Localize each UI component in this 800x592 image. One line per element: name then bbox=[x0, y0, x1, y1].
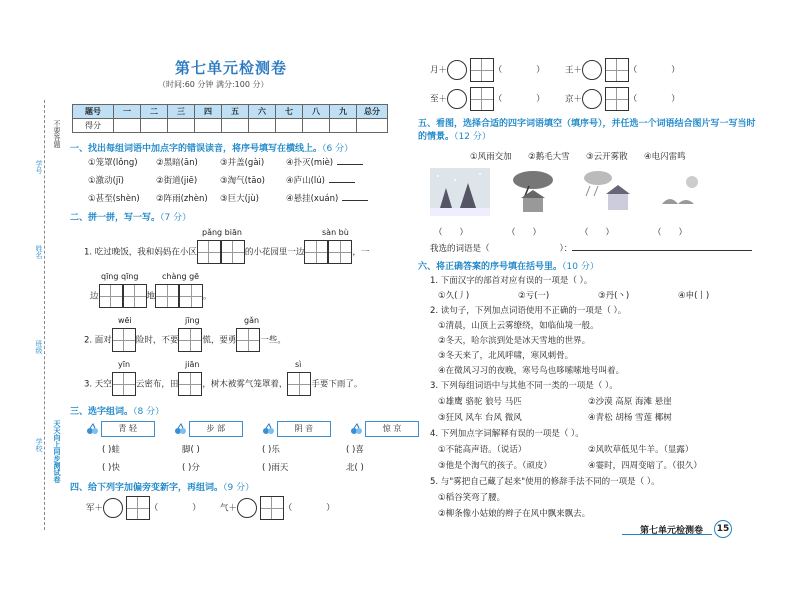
section-2-heading bbox=[70, 210, 191, 223]
char-box[interactable] bbox=[260, 496, 284, 520]
snow-scene-icon bbox=[430, 168, 490, 216]
table-header: 八 bbox=[303, 105, 330, 119]
option[interactable]: ③他是个淘气的孩子。（顽皮） bbox=[438, 461, 552, 471]
picture-answer[interactable]: （ ） bbox=[507, 228, 542, 238]
s2-q3 bbox=[84, 372, 362, 396]
option: ①风雨交加 bbox=[470, 152, 512, 162]
section-1-heading bbox=[70, 141, 353, 154]
section-1-points: （6 分） bbox=[322, 144, 354, 154]
exam-info: （时间:60 分钟 满分:100 分） bbox=[158, 80, 269, 89]
radical-item: 月＋ （ ） bbox=[430, 58, 545, 82]
s1-row-1 bbox=[88, 156, 388, 168]
base-char: 军 bbox=[86, 503, 95, 514]
char-box[interactable] bbox=[221, 240, 245, 264]
section-6-heading bbox=[418, 259, 599, 272]
answer-blank[interactable] bbox=[329, 182, 355, 183]
school-label: 学校 bbox=[35, 438, 43, 452]
picture-snow bbox=[430, 168, 490, 219]
answer-blank[interactable] bbox=[342, 200, 368, 201]
clear-scene-icon bbox=[650, 168, 710, 216]
option[interactable]: ④申(丨) bbox=[678, 291, 710, 301]
fill-item[interactable]: 北( ) bbox=[346, 463, 364, 473]
fill-item[interactable]: ( )蛙 bbox=[102, 445, 120, 455]
option: ①甚至(shèn) bbox=[88, 194, 140, 204]
radical-circle[interactable] bbox=[582, 89, 602, 109]
char-box[interactable] bbox=[236, 328, 260, 352]
char-box[interactable] bbox=[197, 240, 221, 264]
s6-q1: 1. 下面汉字的部首对应有误的一项是（ ）。 bbox=[430, 276, 593, 286]
radical-circle[interactable] bbox=[447, 89, 467, 109]
q3-text-c: ，树木被雾气笼罩着， bbox=[202, 379, 288, 390]
option[interactable]: ②沙漠 高原 海滩 悬崖 bbox=[588, 397, 672, 407]
fill-item[interactable]: ( )雨天 bbox=[262, 463, 289, 473]
option[interactable]: ②风吹草低见牛羊。（显露） bbox=[588, 445, 694, 455]
s6-q3: 3. 下列每组词语中与其他不同一类的一项是（ ）。 bbox=[430, 381, 618, 391]
word-card: 青 轻 bbox=[101, 421, 155, 437]
base-char: 月 bbox=[430, 65, 439, 76]
score-table bbox=[72, 104, 388, 133]
section-2-points: （7 分） bbox=[160, 213, 192, 223]
word-card: 步 部 bbox=[189, 421, 243, 437]
fold-warning: 不要答题 bbox=[53, 120, 61, 148]
s6-q4: 4. 下列加点字词解释有误的一项是（ ）。 bbox=[430, 429, 584, 439]
table-header: 三 bbox=[168, 105, 195, 119]
char-box[interactable] bbox=[126, 496, 150, 520]
option: ①笼罩(lǒng) bbox=[88, 158, 138, 168]
section-3-heading bbox=[70, 404, 164, 417]
s6-q3-row1 bbox=[438, 395, 672, 407]
option: ①激动(jī) bbox=[88, 176, 124, 186]
s6-q5: 5. 与"雾把自己藏了起来"使用的修辞手法不同的一项是（ ）。 bbox=[430, 477, 660, 487]
radical-item: 至＋ （ ） bbox=[430, 87, 545, 111]
base-char: 至 bbox=[430, 94, 439, 105]
score-cell[interactable] bbox=[330, 119, 357, 133]
option[interactable]: ①雄鹰 骆驼 狼号 马匹 bbox=[438, 397, 522, 407]
q1-text-e: 地 bbox=[146, 291, 156, 302]
pinyin-hint: qīng qīng bbox=[101, 272, 139, 281]
q3-text: 3. 天空 bbox=[84, 379, 112, 390]
section-5-heading bbox=[418, 118, 758, 144]
option[interactable]: ①不能高声语。（说话） bbox=[438, 445, 527, 455]
radical-item: 王＋ （ ） bbox=[565, 58, 680, 82]
option[interactable]: ②柳条像小姑娘的辫子在风中飘来飘去。 bbox=[438, 509, 591, 519]
fill-item[interactable]: ( )分 bbox=[182, 463, 200, 473]
score-cell[interactable] bbox=[222, 119, 249, 133]
cherry-icon bbox=[86, 423, 98, 435]
q1-text-b: 的小花园里一边 bbox=[244, 247, 305, 258]
option: ③巨大(jù) bbox=[220, 194, 260, 204]
fold-line bbox=[44, 100, 45, 530]
cherry-icon bbox=[174, 423, 186, 435]
option: ④电闪雷鸣 bbox=[644, 152, 686, 162]
char-box[interactable] bbox=[123, 284, 147, 308]
q2-text-b: 险时，不要 bbox=[135, 335, 179, 346]
s3-row-2 bbox=[102, 461, 364, 473]
char-box[interactable] bbox=[112, 372, 136, 396]
chosen-word-end: ）： bbox=[559, 244, 573, 254]
pinyin-hint: sì bbox=[295, 360, 302, 369]
table-header: 五 bbox=[222, 105, 249, 119]
q1-text: 1. 吃过晚饭，我和妈妈在小区 bbox=[84, 247, 197, 258]
rain-scene-icon bbox=[576, 168, 636, 216]
picture-rain bbox=[576, 168, 636, 219]
option[interactable]: ②冬天，哈尔滨到处是冰天雪地的世界。 bbox=[438, 336, 591, 346]
char-box[interactable] bbox=[328, 240, 352, 264]
q2-text-c: 慌，要勇 bbox=[202, 335, 237, 346]
score-cell[interactable] bbox=[195, 119, 222, 133]
student-number-label: 学号 bbox=[35, 160, 43, 174]
chosen-word-label: 我选的词语是（ bbox=[430, 244, 490, 254]
score-cell[interactable] bbox=[357, 119, 388, 133]
table-header: 题号 bbox=[73, 105, 114, 119]
table-header: 六 bbox=[249, 105, 276, 119]
s5-options bbox=[470, 150, 686, 162]
option: ③淘气(tāo) bbox=[220, 176, 265, 186]
picture-answer[interactable]: （ ） bbox=[653, 228, 688, 238]
class-label: 班级 bbox=[35, 340, 43, 354]
char-box[interactable] bbox=[605, 58, 629, 82]
table-header: 七 bbox=[276, 105, 303, 119]
q3-text-b: 云密布，田 bbox=[135, 379, 179, 390]
pinyin-hint: jīng bbox=[185, 316, 200, 325]
fill-item[interactable]: ( )喜 bbox=[346, 445, 364, 455]
pinyin-hint: pǎng biān bbox=[202, 228, 242, 237]
cherry-icon bbox=[350, 423, 362, 435]
q3-text-d: 手要下雨了。 bbox=[311, 379, 363, 390]
char-box[interactable] bbox=[605, 87, 629, 111]
option[interactable]: ①清晨，山顶上云雾缭绕，如临仙境一般。 bbox=[438, 321, 599, 331]
option: ③云开雾散 bbox=[586, 152, 628, 162]
q1-text-d: 边 bbox=[90, 291, 99, 302]
option[interactable]: ①久(丿) bbox=[438, 291, 470, 301]
char-box[interactable] bbox=[179, 284, 203, 308]
word-card: 惊 京 bbox=[365, 421, 419, 437]
table-header: 一 bbox=[114, 105, 141, 119]
option[interactable]: ②亏(一) bbox=[518, 291, 550, 301]
s6-q2: 2. 读句子，下列加点词语使用不正确的一项是（ ）。 bbox=[430, 306, 627, 316]
word-card: 阴 音 bbox=[277, 421, 331, 437]
option: ④扑灭(miè) bbox=[286, 158, 334, 168]
pinyin-hint: jiān bbox=[185, 360, 200, 369]
s2-q1-cont bbox=[90, 284, 212, 308]
char-box[interactable] bbox=[470, 58, 494, 82]
s2-q1 bbox=[84, 240, 369, 264]
char-box[interactable] bbox=[470, 87, 494, 111]
option: ②街道(jiē) bbox=[156, 176, 198, 186]
s1-row-3 bbox=[88, 192, 388, 204]
char-box[interactable] bbox=[178, 328, 202, 352]
s6-q4-row1 bbox=[438, 443, 693, 455]
section-2-text: 二、拼一拼，写一写。 bbox=[70, 213, 161, 223]
page-number: 15 bbox=[714, 520, 732, 538]
picture-storm bbox=[503, 168, 563, 219]
char-box[interactable] bbox=[112, 328, 136, 352]
table-header: 总分 bbox=[357, 105, 388, 119]
radical-item: 军＋ （ ） bbox=[86, 496, 201, 520]
footer-label: 第七单元检测卷 bbox=[640, 526, 704, 536]
score-cell[interactable] bbox=[276, 119, 303, 133]
fill-item[interactable]: ( )乐 bbox=[262, 445, 280, 455]
picture-clear bbox=[650, 168, 710, 219]
pinyin-hint: gǎn bbox=[244, 316, 260, 325]
radical-circle[interactable] bbox=[237, 498, 257, 518]
score-row-label: 得分 bbox=[73, 119, 114, 133]
cherry-icon bbox=[262, 423, 274, 435]
picture-blanks bbox=[434, 226, 687, 238]
q2-text-d: 一些。 bbox=[260, 335, 286, 346]
option: ④庐山(lú) bbox=[286, 176, 326, 186]
section-4-points: （9 分） bbox=[223, 483, 255, 493]
answer-blank[interactable] bbox=[337, 164, 363, 165]
option: ②阵雨(zhèn) bbox=[156, 194, 208, 204]
section-6-text: 六、将正确答案的序号填在括号里。 bbox=[418, 262, 563, 272]
table-header: 四 bbox=[195, 105, 222, 119]
table-header: 二 bbox=[141, 105, 168, 119]
series-name: 天天向上同步测试卷 bbox=[53, 420, 61, 483]
char-box[interactable] bbox=[99, 284, 123, 308]
section-5-points: （12 分） bbox=[454, 132, 491, 142]
s6-q3-row2 bbox=[438, 411, 672, 423]
score-cell[interactable] bbox=[141, 119, 168, 133]
option[interactable]: ③狂风 风车 台风 微风 bbox=[438, 413, 522, 423]
storm-scene-icon bbox=[503, 168, 563, 216]
s6-q1-options bbox=[438, 289, 709, 301]
pinyin-hint: yīn bbox=[118, 360, 131, 369]
option[interactable]: ④霎时，四周变暗了。（很久） bbox=[588, 461, 702, 471]
s3-row-1 bbox=[102, 443, 364, 455]
section-6-points: （10 分） bbox=[562, 262, 599, 272]
s2-q2 bbox=[84, 328, 286, 352]
base-char: 王 bbox=[565, 65, 574, 76]
score-cell[interactable] bbox=[114, 119, 141, 133]
student-name-label: 姓名 bbox=[35, 245, 43, 259]
section-5-text: 五、看图，选择合适的四字词语填空（填序号），并任选一个词语结合图片写一写当时的情景。 bbox=[418, 119, 756, 142]
base-char: 京 bbox=[565, 94, 574, 105]
writing-line[interactable] bbox=[572, 250, 752, 251]
s1-row-2 bbox=[88, 174, 388, 186]
score-cell[interactable] bbox=[303, 119, 330, 133]
section-3-points: （8 分） bbox=[133, 407, 165, 417]
s6-q4-row2 bbox=[438, 459, 702, 471]
option: ③并盖(gài) bbox=[220, 158, 265, 168]
option: ②黑暗(ān) bbox=[156, 158, 198, 168]
pinyin-hint: chàng gē bbox=[162, 272, 200, 281]
char-box[interactable] bbox=[178, 372, 202, 396]
radical-item: 气＋ （ ） bbox=[220, 496, 335, 520]
option: ④悬挂(xuán) bbox=[286, 194, 339, 204]
radical-item: 京＋ （ ） bbox=[565, 87, 680, 111]
option[interactable]: ③丹(丶) bbox=[598, 291, 630, 301]
picture-answer[interactable]: （ ） bbox=[580, 228, 615, 238]
option[interactable]: ③冬天来了，北风呼啸，寒风刺骨。 bbox=[438, 351, 574, 361]
char-box[interactable] bbox=[155, 284, 179, 308]
option: ②鹅毛大雪 bbox=[528, 152, 570, 162]
section-1-text: 一、找出每组词语中加点字的错误读音，将序号填写在横线上。 bbox=[70, 144, 323, 154]
page-title: 第七单元检测卷 bbox=[175, 59, 288, 77]
section-3-text: 三、选字组词。 bbox=[70, 407, 134, 417]
fill-item[interactable]: 脚( ) bbox=[182, 445, 200, 455]
score-cell[interactable] bbox=[249, 119, 276, 133]
chosen-word-line bbox=[430, 242, 752, 254]
option[interactable]: ④在微风习习的夜晚，寒号鸟也哆嗦嗦地号叫着。 bbox=[438, 366, 625, 376]
table-header: 九 bbox=[330, 105, 357, 119]
option[interactable]: ④青松 胡杨 雪莲 椰树 bbox=[588, 413, 672, 423]
radical-circle[interactable] bbox=[103, 498, 123, 518]
pinyin-hint: wēi bbox=[118, 316, 132, 325]
q1-text-c: ，一 bbox=[352, 247, 370, 258]
option[interactable]: ①稻谷笑弯了腰。 bbox=[438, 493, 506, 503]
radical-circle[interactable] bbox=[582, 60, 602, 80]
picture-answer[interactable]: （ ） bbox=[434, 228, 469, 238]
char-box[interactable] bbox=[304, 240, 328, 264]
score-cell[interactable] bbox=[168, 119, 195, 133]
pinyin-hint: sàn bù bbox=[322, 228, 349, 237]
s3-cards bbox=[86, 421, 419, 437]
section-4-text: 四、给下列字加偏旁变新字，再组词。 bbox=[70, 483, 224, 493]
q1-text-f: 。 bbox=[203, 291, 212, 302]
q2-text: 2. 面对 bbox=[84, 335, 112, 346]
radical-circle[interactable] bbox=[447, 60, 467, 80]
fill-item[interactable]: ( )快 bbox=[102, 463, 120, 473]
base-char: 气 bbox=[220, 503, 229, 514]
section-4-heading bbox=[70, 480, 254, 493]
char-box[interactable] bbox=[287, 372, 311, 396]
